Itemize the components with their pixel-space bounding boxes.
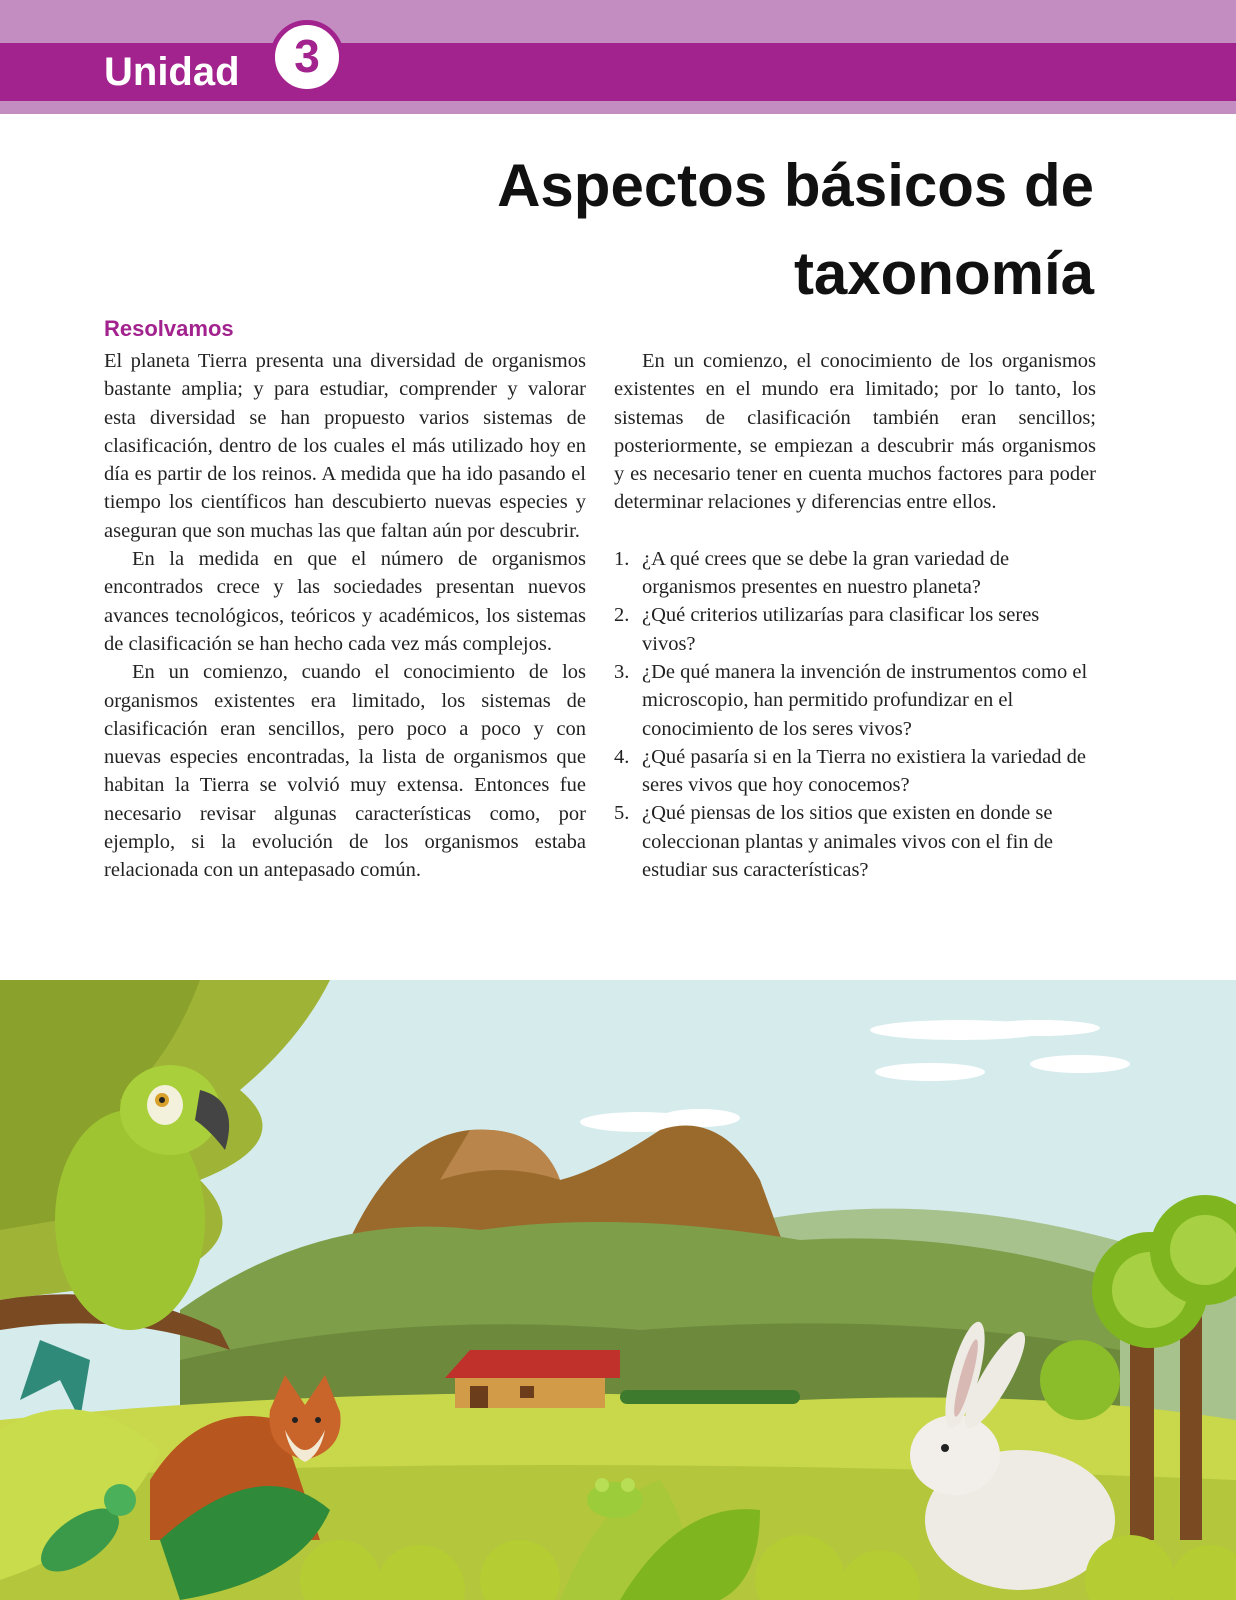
unit-label: Unidad — [104, 50, 240, 94]
question-number: 5. — [614, 802, 630, 825]
left-paragraph-1: El planeta Tierra presenta una diversidad de organismos bastante amplia; y para estudiar, comprender y valorar esta diversidad se han propuesto varios sistemas de clasificación, dentro de los cuales el más utilizado hoy en día es partir de los reinos. A medida que ha ido pasando el tiempo los científicos han descubierto nuevas especies y aseguran que son muchas las que faltan aún por descubrir. — [104, 350, 586, 542]
question-number: 1. — [614, 547, 630, 570]
left-paragraph-3: En un comienzo, cuando el conocimiento de los organismos existentes era limitado, los sistemas de clasificación eran sencillos, pero poco a poco y con nuevas especies encontradas, la lista de organismos que habitan la Tierra se volvió muy extensa. Entonces fue necesario revisar algunas características como, por ejemplo, si la evolución de los organismos estaba relacionada con un antepasado común. — [104, 661, 586, 882]
question-item — [614, 601, 1096, 658]
question-item — [614, 658, 1096, 743]
question-number: 4. — [614, 745, 630, 768]
left-column — [104, 347, 586, 885]
questions-list — [614, 545, 1096, 885]
question-item — [614, 743, 1096, 800]
question-text: ¿Qué piensas de los sitios que existen en donde se coleccionan plantas y animales vivos con el fin de estudiar sus características? — [642, 802, 1054, 882]
left-paragraph-2: En la medida en que el número de organismos encontrados crece y las sociedades presentan nuevos avances tecnológicos, teóricos y académicos, los sistemas de clasificación se han hecho cada vez más complejos. — [104, 548, 586, 655]
nature-illustration — [0, 980, 1236, 1600]
question-text: ¿Qué pasaría si en la Tierra no existiera la variedad de seres vivos que hoy conocemos? — [642, 745, 1086, 797]
page-title-line-2: taxonomía — [793, 240, 1094, 307]
question-text: ¿Qué criterios utilizarías para clasificar los seres vivos? — [642, 604, 1040, 655]
frog — [587, 1478, 643, 1518]
question-text: ¿A qué crees que se debe la gran variedad de organismos presentes en nuestro planeta? — [642, 547, 1010, 599]
question-item — [614, 799, 1096, 884]
right-column — [614, 347, 1096, 884]
question-number: 3. — [614, 660, 630, 683]
header-band-top — [0, 0, 1236, 43]
header-band-bottom — [0, 101, 1236, 114]
page-title — [334, 142, 1094, 318]
farmhouse — [445, 1350, 620, 1408]
page-title-line-1: Aspectos básicos de — [497, 152, 1094, 219]
right-paragraph: En un comienzo, el conocimiento de los organismos existentes en el mundo era limitado; por lo tanto, los sistemas de clasificación también eran sencillos; posteriormente, se empiezan a descubrir más organismos y es necesario tener en cuenta muchos factores para poder determinar relaciones y diferencias entre ellos. — [614, 350, 1096, 514]
question-number: 2. — [614, 604, 630, 627]
question-item — [614, 545, 1096, 602]
hedge — [620, 1390, 800, 1404]
section-heading: Resolvamos — [104, 316, 234, 341]
question-text: ¿De qué manera la invención de instrumentos como el microscopio, han permitido profundizar en el conocimiento de los seres vivos? — [642, 660, 1088, 740]
unit-number-badge: 3 — [270, 20, 344, 94]
